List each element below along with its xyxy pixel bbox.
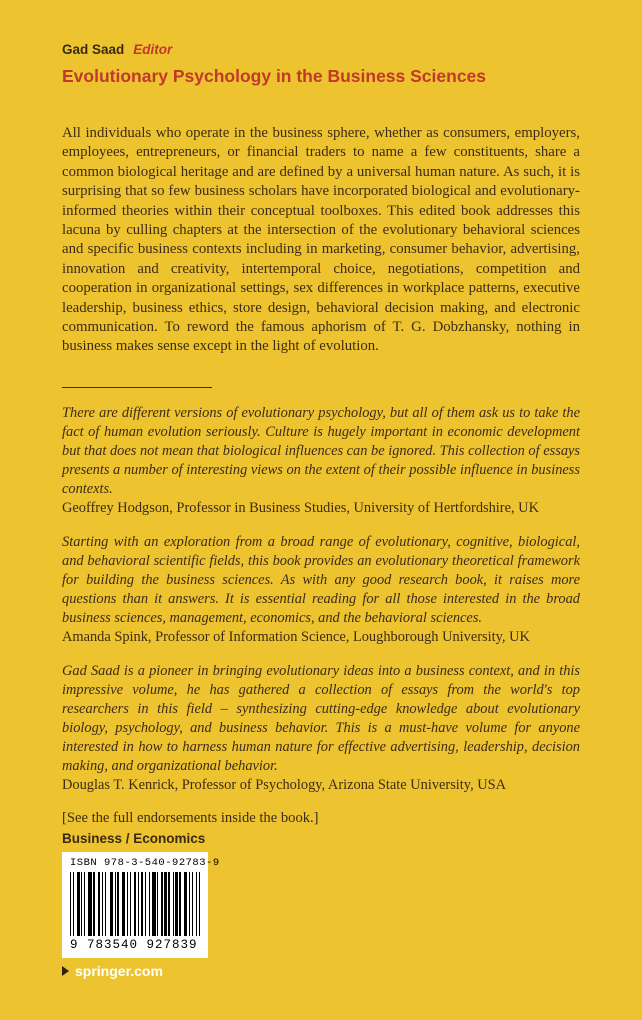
category-label: Business / Economics [62,831,206,846]
endorsement-3 [62,662,580,795]
endorsements-note: [See the full endorsements inside the book.] [62,809,319,826]
endorsement-quote: Gad Saad is a pioneer in bringing evolutionary ideas into a business context, and in this impressive volume, he has gathered a collection of essays from the world's top researchers in this field – synthesizing cutting-edge knowledge about evolutionary biology, psychology, and business behavior. This is a must-have volume for anyone interested in how to harness human nature for effective advertising, leadership, decision making, and organizational behavior. [62,662,580,774]
endorsement-quote: Starting with an exploration from a broad range of evolutionary, cognitive, biological, and behavioral scientific fields, this book provides an evolutionary theoretical framework for building the business sciences. As with any good research book, it raises more questions than it answers. It is essential reading for all those interested in the broad business sciences, management, economics, and the behavioral sciences. [62,533,580,626]
book-title: Evolutionary Psychology in the Business Sciences [62,66,487,86]
endorsement-attribution: Geoffrey Hodgson, Professor in Business Studies, University of Hertfordshire, UK [62,499,539,516]
endorsement-quote: There are different versions of evolutionary psychology, but all of them ask us to take the fact of human evolution seriously. Culture is hugely important in economic development but that does not mean that biological influences can be ignored. This collection of essays presents a number of interesting views on the extent of their possible influence in business contexts. [62,404,580,497]
author-line [62,42,580,57]
publisher-line [62,963,163,979]
endorsement-attribution: Amanda Spink, Professor of Information Science, Loughborough University, UK [62,628,530,645]
barcode-bars-icon [70,872,200,936]
isbn-label: ISBN 978-3-540-92783-9 [70,857,220,869]
arrow-icon [62,966,69,976]
endorsement-attribution: Douglas T. Kenrick, Professor of Psychology, Arizona State University, USA [62,776,507,793]
endorsement-1 [62,404,580,518]
publisher-site: springer.com [75,963,163,979]
barcode-panel [62,852,220,958]
book-description: All individuals who operate in the business sphere, whether as consumers, employers, employees, entrepreneurs, or financial traders to name a few constituents, share a common biological heritage and are defined by a universal human nature. As such, it is surprising that so few business scholars have incorporated biological and evolutionary-informed theories within their conceptual toolboxes. This edited book addresses this lacuna by culling chapters at the intersection of the evolutionary behavioral sciences and specific business contexts including in marketing, consumer behavior, advertising, innovation and creativity, intertemporal choice, negotiations, competition and cooperation in organizational settings, sex differences in workplace patterns, executive leadership, business ethics, store design, behavioral decision making, and electronic communication. To reword the famous aphorism of T. G. Dobzhansky, nothing in business makes sense except in the light of evolution. [62,124,580,355]
author-role: Editor [133,42,173,57]
author-name: Gad Saad [62,42,125,57]
ean-number: 9 783540 927839 [70,938,198,952]
endorsement-2 [62,533,580,647]
divider-line [62,387,212,388]
